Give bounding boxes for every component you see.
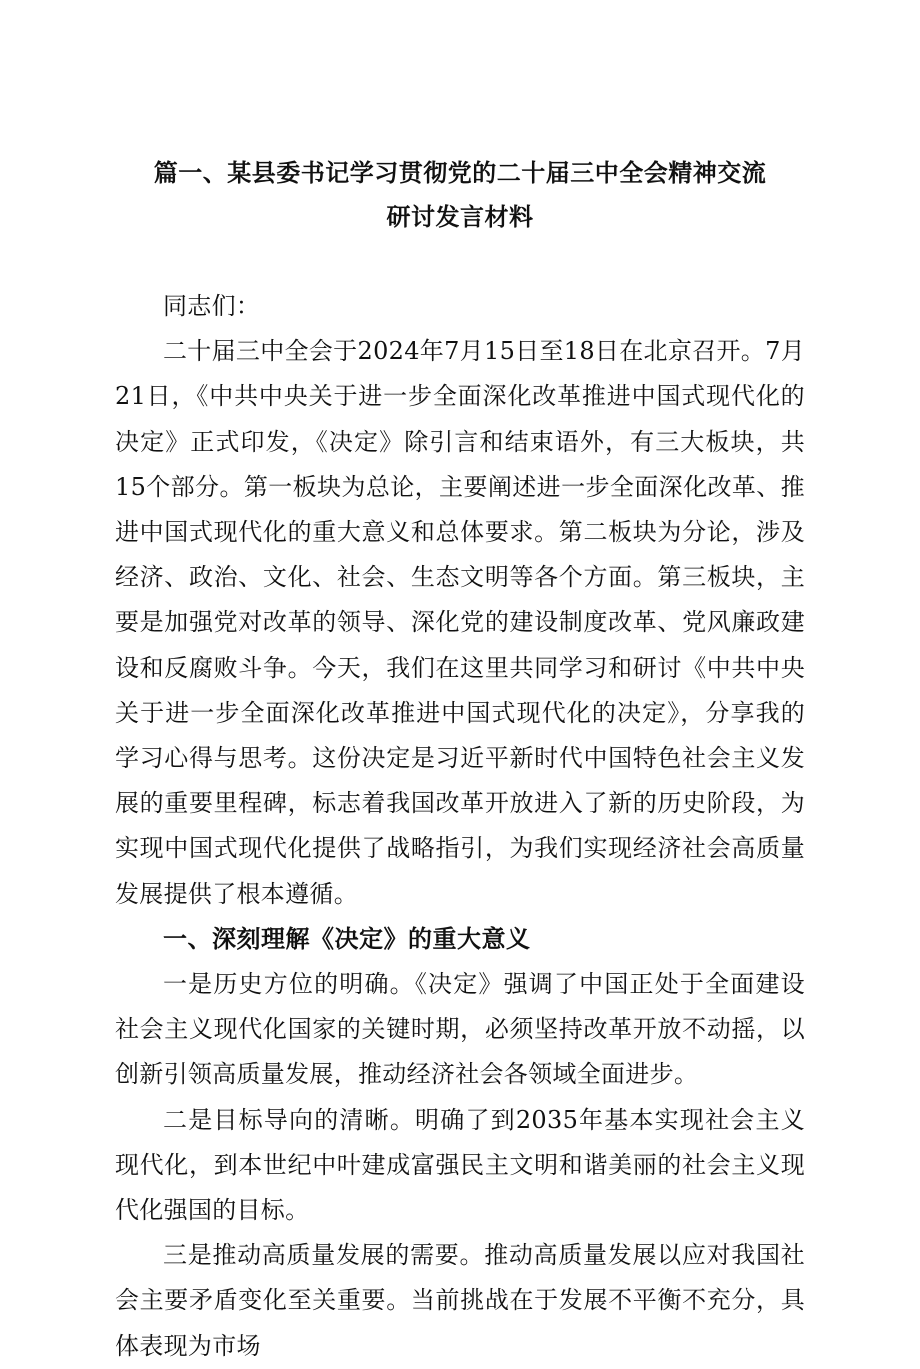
document-title-line-1: 篇一、某县委书记学习贯彻党的二十届三中全会精神交流 bbox=[153, 159, 767, 187]
intro-paragraph: 二十届三中全会于2024年7月15日至18日在北京召开。7月21日，《中共中央关于进一步全面深化改革推进中国式现代化的决定》正式印发，《决定》除引言和结束语外，有三大板块，共15个部分。第一板块为总论，主要阐述进一步全面深化改革、推进中国式现代化的重大意义和总体要求。第二板块为分论，涉及经济、政治、文化、社会、生态文明等各个方面。第三板块，主要是加强党对改革的领导、深化党的建设制度改革、党风廉政建设和反腐败斗争。今天，我们在这里共同学习和研讨《中共中央关于进一步全面深化改革推进中国式现代化的决定》，分享我的学习心得与思考。这份决定是习近平新时代中国特色社会主义发展的重要里程碑，标志着我国改革开放进入了新的历史阶段，为实现中国式现代化提供了战略指引，为我们实现经济社会高质量发展提供了根本遵循。 bbox=[115, 337, 805, 908]
document-title-line-2: 研讨发言材料 bbox=[386, 203, 534, 231]
body-paragraph-2: 二是目标导向的清晰。明确了到2035年基本实现社会主义现代化，到本世纪中叶建成富强民主文明和谐美丽的社会主义现代化强国的目标。 bbox=[115, 1105, 805, 1225]
salutation: 同志们： bbox=[163, 292, 261, 320]
body-paragraph-3: 三是推动高质量发展的需要。推动高质量发展以应对我国社会主要矛盾变化至关重要。当前挑战在于发展不平衡不充分，具体表现为市场 bbox=[115, 1241, 805, 1360]
document-body bbox=[115, 284, 805, 1369]
section-heading-1: 一、深刻理解《决定》的重大意义 bbox=[163, 924, 531, 953]
body-paragraph-1: 一是历史方位的明确。《决定》强调了中国正处于全面建设社会主义现代化国家的关键时期，必须坚持改革开放不动摇，以创新引领高质量发展，推动经济社会各领域全面进步。 bbox=[115, 970, 805, 1089]
